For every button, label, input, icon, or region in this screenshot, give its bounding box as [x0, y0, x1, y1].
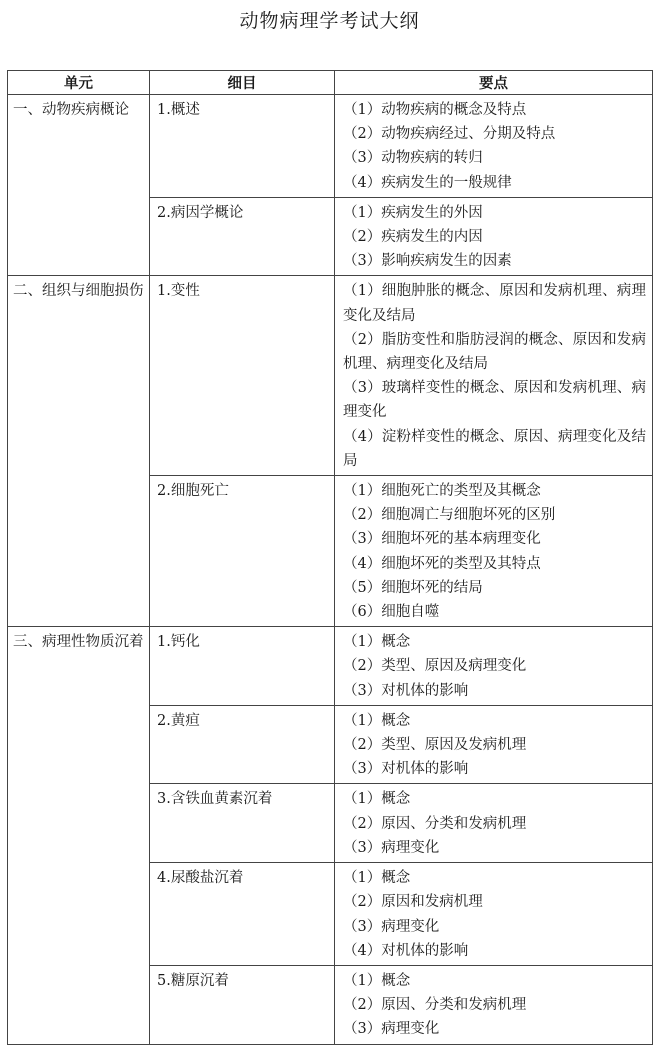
- key-point: （1）动物疾病的概念及特点: [343, 102, 527, 118]
- key-point: （3）对机体的影响: [343, 761, 469, 778]
- key-point: （3）细胞坏死的基本病理变化: [343, 531, 541, 548]
- points-cell: [335, 863, 653, 966]
- key-point: （1）概念: [343, 791, 411, 808]
- key-point: （3）影响疾病发生的因素: [343, 253, 512, 270]
- points-cell: [335, 705, 653, 784]
- table-body: [8, 95, 653, 1045]
- key-point: （3）对机体的影响: [343, 682, 469, 699]
- points-cell: [335, 276, 653, 476]
- key-point: （1）细胞死亡的类型及其概念: [343, 483, 541, 500]
- key-point: （6）细胞自噬: [343, 604, 440, 621]
- key-point: （3）病理变化: [343, 1021, 440, 1038]
- item-cell: 2.细胞死亡: [150, 476, 335, 627]
- key-point: （4）细胞坏死的类型及其特点: [343, 555, 541, 572]
- item-cell: 2.黄疸: [150, 705, 335, 784]
- key-point: （4）疾病发生的一般规律: [343, 174, 512, 191]
- points-cell: [335, 627, 653, 706]
- key-point: （2）类型、原因及病理变化: [343, 658, 527, 675]
- item-cell: 1.变性: [150, 276, 335, 476]
- item-cell: 2.病因学概论: [150, 197, 335, 276]
- points-cell: [335, 197, 653, 276]
- key-point: （1）细胞肿胀的概念、原因和发病机理、病理变化及结局: [343, 283, 646, 324]
- key-point: （2）类型、原因及发病机理: [343, 737, 527, 754]
- key-point: （2）脂肪变性和脂肪浸润的概念、原因和发病机理、病理变化及结局: [343, 331, 646, 373]
- key-point: （2）动物疾病经过、分期及特点: [343, 126, 556, 143]
- table-row: [8, 627, 653, 706]
- item-cell: 5.糖原沉着: [150, 965, 335, 1044]
- key-point: （2）细胞凋亡与细胞坏死的区别: [343, 507, 556, 524]
- points-cell: [335, 784, 653, 863]
- header-unit: 单元: [8, 71, 150, 95]
- key-point: （2）疾病发生的内因: [343, 229, 483, 246]
- key-point: （2）原因、分类和发病机理: [343, 997, 527, 1014]
- key-point: （2）原因、分类和发病机理: [343, 815, 527, 832]
- item-cell: 4.尿酸盐沉着: [150, 863, 335, 966]
- key-point: （3）病理变化: [343, 918, 440, 935]
- key-point: （1）概念: [343, 712, 411, 729]
- key-point: （1）概念: [343, 972, 411, 989]
- item-cell: 1.钙化: [150, 627, 335, 706]
- header-points: 要点: [335, 71, 653, 95]
- points-cell: [335, 476, 653, 627]
- unit-cell: 二、组织与细胞损伤: [8, 276, 150, 627]
- table-row: [8, 95, 653, 198]
- syllabus-table: [7, 70, 653, 1045]
- unit-cell: 三、病理性物质沉着: [8, 627, 150, 1044]
- key-point: （4）对机体的影响: [343, 942, 469, 959]
- key-point: （3）玻璃样变性的概念、原因和发病机理、病理变化: [343, 380, 646, 421]
- key-point: （2）原因和发病机理: [343, 894, 483, 911]
- page-title: 动物病理学考试大纲: [239, 10, 420, 32]
- key-point: （4）淀粉样变性的概念、原因、病理变化及结局: [343, 428, 646, 469]
- key-point: （1）疾病发生的外因: [343, 204, 483, 221]
- item-cell: 3.含铁血黄素沉着: [150, 784, 335, 863]
- key-point: （5）细胞坏死的结局: [343, 579, 483, 596]
- table-row: [8, 276, 653, 476]
- key-point: （3）动物疾病的转归: [343, 150, 483, 167]
- key-point: （1）概念: [343, 870, 411, 887]
- points-cell: [335, 95, 653, 198]
- key-point: （3）病理变化: [343, 839, 440, 856]
- points-cell: [335, 965, 653, 1044]
- item-cell: 1.概述: [150, 95, 335, 198]
- unit-cell: 一、动物疾病概论: [8, 95, 150, 276]
- header-item: 细目: [150, 71, 335, 95]
- table-header-row: [8, 71, 653, 95]
- key-point: （1）概念: [343, 634, 411, 651]
